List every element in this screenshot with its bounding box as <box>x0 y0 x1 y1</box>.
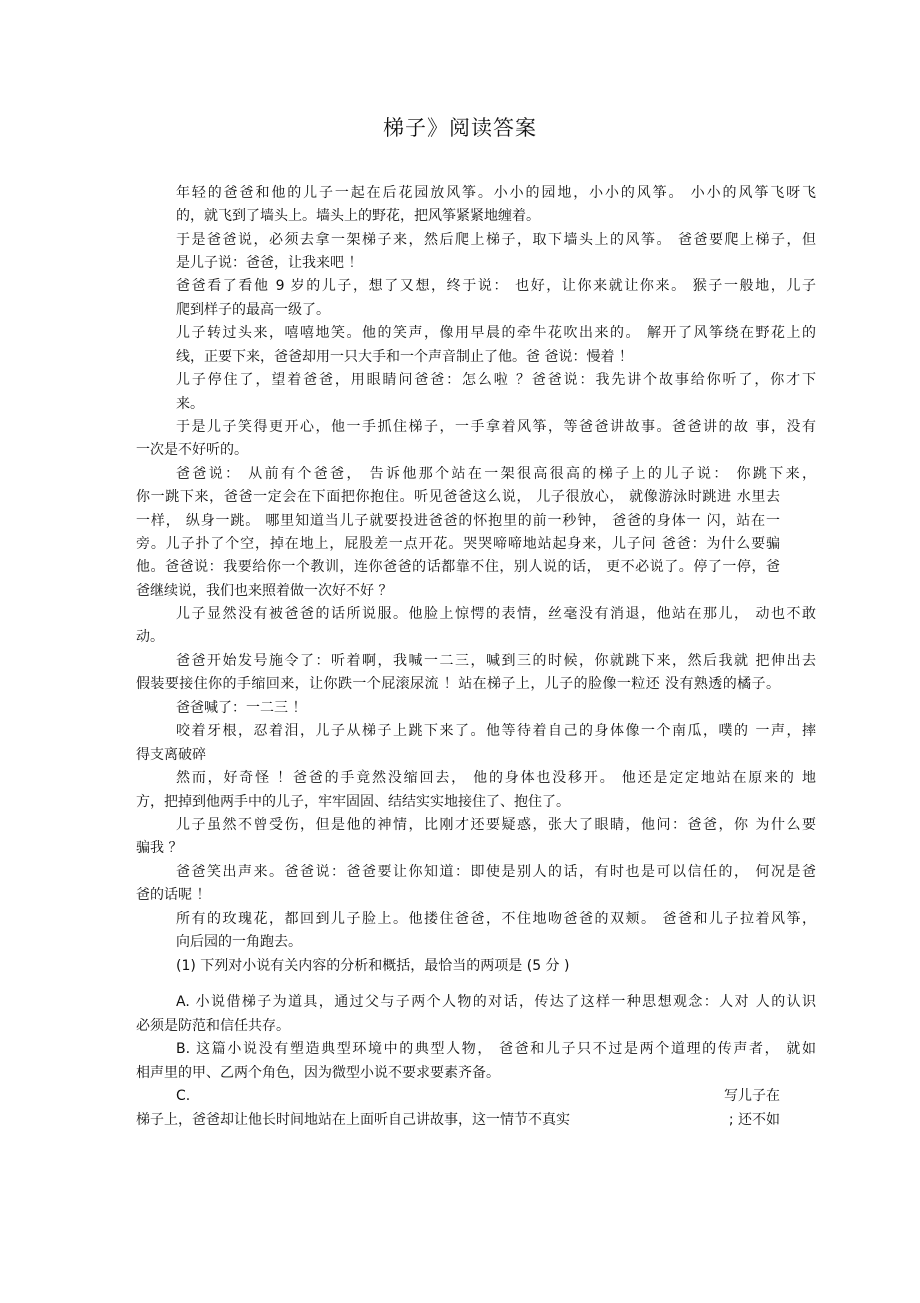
text-line-20: 动。 <box>136 629 164 645</box>
text-line-27: 方，把掉到他两手中的儿子，牢牢固固、结结实实地接住了、抱住了。 <box>136 794 570 810</box>
document-title: 梯子》阅读答案 <box>383 116 537 140</box>
text-line-14: 你一跳下来，爸爸一定会在下面把你抱住。听见爸爸这么说， 儿子很放心， 就像游泳时跳进 水里去 <box>136 489 780 505</box>
text-line-22: 假装要接住你的手缩回来，让你跌一个屁滚尿流 ！站在梯子上，儿子的脸像一粒还 没有熟透的橘子。 <box>136 676 780 692</box>
text-line-29: 骗我 ？ <box>136 840 183 856</box>
text-line-4: 是儿子说：爸爸，让我来吧 ！ <box>176 255 363 271</box>
text-line-31: 爸的话呢 ！ <box>136 887 211 903</box>
option-c-line-2: 梯子上，爸爸却让他长时间地站在上面听自己讲故事，这一情节不真实 <box>136 1112 570 1128</box>
question-1-stem: (1) 下列对小说有关内容的分析和概括，最恰当的两项是 (5 分 ) <box>176 958 570 974</box>
text-line-9: 儿子停住了，望着爸爸，用眼睛问爸爸：怎么啦 ？爸爸说：我先讲个故事给你听了，你才下 <box>176 372 816 388</box>
text-line-17: 他。爸爸说：我要给你一个教训，连你爸爸的话都靠不住，别人说的话， 更不必说了。停了一停，爸 <box>136 559 780 575</box>
option-c-label: C. <box>176 1088 191 1104</box>
option-c-line-2-tail: ; 还不如 <box>728 1112 780 1128</box>
text-line-8: 线，正要下来，爸爸却用一只大手和一个声音制止了他。爸 爸说：慢着 ！ <box>176 349 633 365</box>
text-line-1: 年轻的爸爸和他的儿子一起在后花园放风筝。小小的园地，小小的风筝。 小小的风筝飞呀飞 <box>176 185 816 201</box>
text-line-23: 爸爸喊了：一二三 ！ <box>176 700 307 716</box>
option-c-line-1-tail: 写儿子在 <box>724 1088 780 1104</box>
text-line-18: 爸继续说，我们也来照着做一次好不好 ？ <box>136 583 393 599</box>
text-line-12: 一次是不好听的。 <box>136 442 248 458</box>
text-line-6: 爬到样子的最高一级了。 <box>176 302 330 318</box>
option-b-line-2: 相声里的甲、乙两个角色，因为微型小说不要求要素齐备。 <box>136 1065 500 1081</box>
text-line-33: 向后园的一角跑去。 <box>176 934 302 950</box>
text-line-15: 一样， 纵身一跳。 哪里知道当儿子就要投进爸爸的怀抱里的前一秒钟， 爸爸的身体一 闪，站在一 <box>136 513 780 529</box>
text-line-21: 爸爸开始发号施令了：听着啊，我喊一二三，喊到三的时候，你就跳下来，然后我就 把伸出去 <box>176 653 816 669</box>
text-line-2: 的，就飞到了墙头上。墙头上的野花，把风筝紧紧地缠着。 <box>176 208 540 224</box>
text-line-19: 儿子显然没有被爸爸的话所说服。他脸上惊愕的表情，丝毫没有消退，他站在那儿， 动也不敢 <box>176 606 816 622</box>
text-line-24: 咬着牙根，忍着泪，儿子从梯子上跳下来了。他等待着自己的身体像一个南瓜，噗的 一声，摔 <box>176 723 816 739</box>
text-line-16: 旁。儿子扑了个空，掉在地上，屁股差一点开花。哭哭啼啼地站起身来，儿子问 爸爸：为什么要骗 <box>136 536 780 552</box>
text-line-13: 爸爸说： 从前有个爸爸， 告诉他那个站在一架很高很高的梯子上的儿子说： 你跳下来， <box>176 466 816 482</box>
text-line-28: 儿子虽然不曾受伤，但是他的神情，比刚才还要疑惑，张大了眼睛，他问：爸爸，你 为什么要 <box>176 817 816 833</box>
text-line-11: 于是儿子笑得更开心，他一手抓住梯子，一手拿着风筝，等爸爸讲故事。爸爸讲的故 事，没有 <box>176 419 816 435</box>
text-line-7: 儿子转过头来，嘻嘻地笑。他的笑声，像用早晨的牵牛花吹出来的。 解开了风筝绕在野花上的 <box>176 325 816 341</box>
text-line-10: 来。 <box>176 396 204 412</box>
text-line-5: 爸爸看了看他 9 岁的儿子，想了又想，终于说： 也好，让你来就让你来。 猴子一般地，儿子 <box>176 278 816 294</box>
text-line-32: 所有的玫瑰花，都回到儿子脸上。他搂住爸爸，不住地吻爸爸的双颊。 爸爸和儿子拉着风筝， <box>176 911 816 927</box>
text-line-3: 于是爸爸说，必须去拿一架梯子来，然后爬上梯子，取下墙头上的风筝。 爸爸要爬上梯子，但 <box>176 232 816 248</box>
text-line-25: 得支离破碎 <box>136 747 206 763</box>
option-b-line-1: B. 这篇小说没有塑造典型环境中的典型人物， 爸爸和儿子只不过是两个道理的传声者， 就如 <box>176 1041 816 1057</box>
text-line-30: 爸爸笑出声来。爸爸说：爸爸要让你知道：即使是别人的话，有时也是可以信任的， 何况是爸 <box>176 864 816 880</box>
option-a-line-1: A. 小说借梯子为道具，通过父与子两个人物的对话，传达了这样一种思想观念：人对 人的认识 <box>176 994 816 1010</box>
text-line-26: 然而，好奇怪 ！爸爸的手竟然没缩回去， 他的身体也没移开。 他还是定定地站在原来的 地 <box>176 770 816 786</box>
option-a-line-2: 必须是防范和信任共存。 <box>136 1018 290 1034</box>
